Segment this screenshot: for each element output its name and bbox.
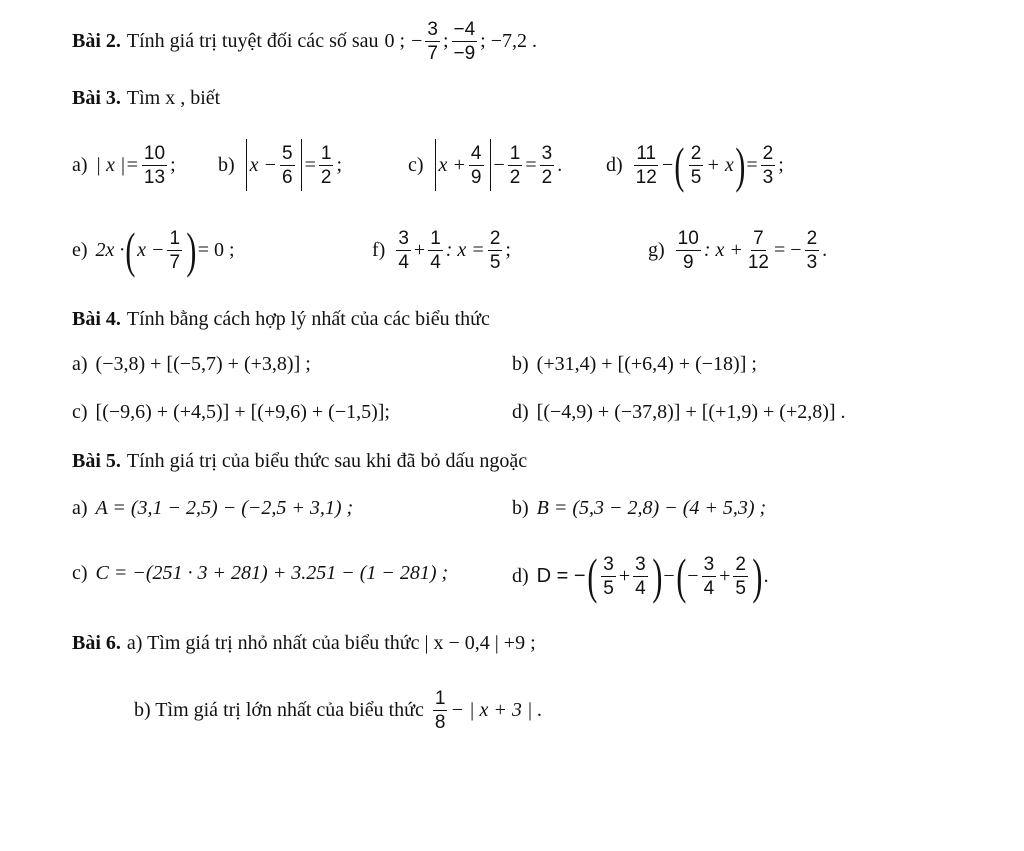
fraction: $\frac{3}{4}$ (635, 553, 646, 599)
expr-part: + x (706, 153, 734, 176)
fraction: $\frac{3}{2}$ (541, 142, 553, 188)
bai4-c (72, 401, 390, 424)
fraction: $\frac{2}{5}$ (735, 553, 746, 599)
expr-part: | x |= (95, 153, 139, 176)
bai2-title: Bài 2. (72, 29, 121, 52)
fraction: $\frac{-4}{-9}$ (453, 18, 476, 64)
bai2-line (72, 16, 537, 66)
expr-part: ; (336, 153, 343, 176)
fraction: $\frac{4}{9}$ (470, 142, 482, 188)
expression: [(−9,6) + (+4,5)] + [(+9,6) + (−1,5)]; (95, 401, 390, 423)
expr-part: + (719, 564, 731, 587)
fraction: $\frac{2}{3}$ (762, 142, 774, 188)
expr-part: = 0 ; (197, 238, 235, 261)
expr-part: = (304, 153, 316, 176)
bai3-d (606, 135, 784, 195)
expr-part: . (763, 564, 769, 587)
expr-part: x − (137, 238, 165, 261)
bai5-c (72, 562, 448, 585)
fraction: $\frac{10}{9}$ (677, 227, 699, 273)
bai2-tail: ; −7,2 . (480, 29, 538, 52)
expr-part: + (618, 564, 631, 587)
expression: A = (3,1 − 2,5) − (−2,5 + 3,1) ; (95, 497, 354, 519)
right-paren: ) (652, 548, 663, 604)
bai6-b-text: b) Tìm giá trị lớn nhất của biểu thức (134, 698, 424, 721)
expr-part: : x = (445, 238, 485, 261)
bai3-e (72, 220, 235, 280)
fraction: $\frac{1}{2}$ (509, 142, 521, 188)
item-label: c) (72, 562, 88, 584)
bai3-f (372, 220, 511, 280)
abs-bar (490, 139, 491, 191)
minus-sign: − (411, 29, 423, 52)
bai5-d (512, 546, 769, 606)
fraction: $\frac{2}{3}$ (806, 227, 818, 273)
item-label: g) (648, 238, 665, 261)
item-label: f) (372, 238, 386, 261)
fraction: $\frac{10}{13}$ (143, 142, 166, 188)
fraction: $\frac{1}{2}$ (320, 142, 332, 188)
bai4-title: Bài 4. (72, 308, 121, 330)
expr-part: − (663, 564, 675, 587)
bai6-a-text: a) Tìm giá trị nhỏ nhất của biểu thức | x − 0,4 | +9 ; (126, 632, 536, 654)
expr-part: − (661, 153, 674, 176)
fraction: $\frac{3}{4}$ (703, 553, 715, 599)
left-paren: ( (125, 222, 136, 278)
expr-part: . (557, 153, 563, 176)
bai4-d (512, 401, 846, 424)
separator: ; (442, 29, 449, 52)
bai3-header (72, 87, 220, 110)
item-label: c) (72, 401, 88, 423)
item-label: d) (512, 564, 529, 587)
right-paren: ) (752, 548, 763, 604)
expression: B = (5,3 − 2,8) − (4 + 5,3) ; (536, 497, 767, 519)
expr-part: − (687, 564, 699, 587)
bai5-b (512, 497, 766, 520)
left-paren: ( (586, 548, 597, 604)
item-label: d) (606, 153, 623, 176)
item-label: c) (408, 153, 424, 176)
fraction: $\frac{3}{5}$ (603, 553, 614, 599)
bai3-title: Bài 3. (72, 87, 121, 109)
bai3-a (72, 135, 176, 195)
abs-bar (301, 139, 302, 191)
expr-part: + (413, 238, 426, 261)
bai6-title: Bài 6. (72, 632, 121, 654)
expr-part: = − (774, 238, 802, 261)
bai3-g (648, 220, 827, 280)
bai2-text: Tính giá trị tuyệt đối các số sau (126, 29, 379, 52)
right-paren: ) (186, 222, 197, 278)
expr-part: . (822, 238, 828, 261)
bai5-a (72, 497, 353, 520)
expr-part: x + (438, 153, 466, 176)
right-paren: ) (735, 137, 746, 193)
fraction: $\frac{1}{7}$ (169, 227, 181, 273)
bai5-text: Tính giá trị của biểu thức sau khi đã bỏ dấu ngoặc (126, 450, 528, 472)
item-label: a) (72, 353, 88, 375)
fraction: $\frac{1}{8}$ (434, 687, 446, 733)
expression: C = −(251 · 3 + 281) + 3.251 − (1 − 281) ; (95, 562, 449, 584)
expr-part: D = − (536, 564, 586, 587)
expr-part: x − (249, 153, 278, 176)
bai5-title: Bài 5. (72, 450, 121, 472)
bai6-a (72, 632, 536, 655)
fraction: $\frac{5}{6}$ (282, 142, 293, 188)
fraction: $\frac{3}{7}$ (427, 18, 438, 64)
fraction: $\frac{11}{12}$ (635, 142, 657, 188)
item-label: b) (512, 353, 529, 375)
bai3-text: Tìm x , biết (126, 87, 221, 109)
bai4-text: Tính bằng cách hợp lý nhất của các biểu thức (126, 308, 490, 330)
bai3-c (408, 135, 562, 195)
left-paren: ( (675, 548, 686, 604)
fraction: $\frac{2}{5}$ (690, 142, 702, 188)
expr-part: − (493, 153, 505, 176)
item-label: a) (72, 153, 88, 176)
item-label: a) (72, 497, 88, 519)
expression: (−3,8) + [(−5,7) + (+3,8)] ; (95, 353, 311, 375)
expr-part: = (746, 153, 758, 176)
left-paren: ( (674, 137, 685, 193)
bai2-n0: 0 ; (384, 29, 406, 52)
item-label: b) (512, 497, 529, 519)
item-label: b) (218, 153, 235, 176)
bai4-a (72, 353, 311, 376)
bai3-b (218, 135, 342, 195)
fraction: $\frac{7}{12}$ (747, 227, 769, 273)
expr-part: = (525, 153, 537, 176)
bai4-header (72, 308, 490, 331)
expression: [(−4,9) + (−37,8)] + [(+1,9) + (+2,8)] . (536, 401, 846, 423)
expr-part: : x + (703, 238, 743, 261)
fraction: $\frac{2}{5}$ (489, 227, 501, 273)
abs-bar (435, 139, 436, 191)
expr-part: − | x + 3 | . (450, 698, 543, 721)
bai4-b (512, 353, 757, 376)
expr-part: ; (505, 238, 511, 261)
bai5-header (72, 450, 527, 473)
item-label: d) (512, 401, 529, 423)
abs-bar (246, 139, 247, 191)
expr-part: 2x · (95, 238, 125, 261)
expr-part: ; (170, 153, 176, 176)
item-label: e) (72, 238, 88, 261)
fraction: $\frac{3}{4}$ (398, 227, 409, 273)
fraction: $\frac{1}{4}$ (430, 227, 441, 273)
expr-part: ; (778, 153, 784, 176)
expression: (+31,4) + [(+6,4) + (−18)] ; (536, 353, 757, 375)
bai6-b (134, 682, 542, 738)
